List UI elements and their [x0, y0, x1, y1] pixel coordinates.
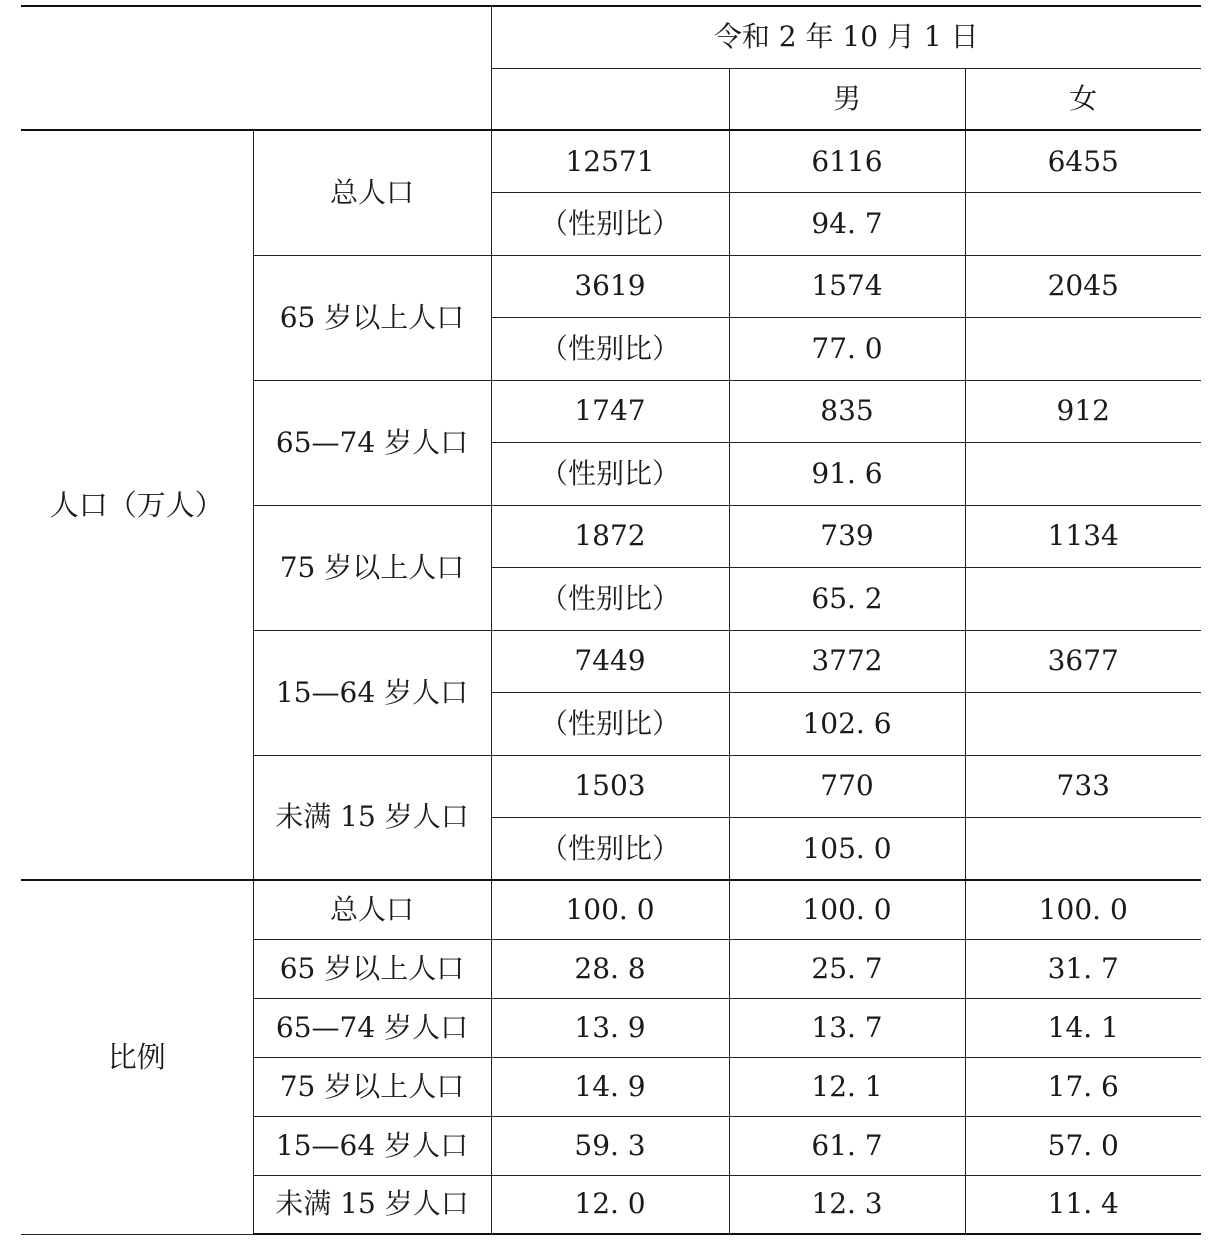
cell-male: 61. 7 [729, 1116, 965, 1175]
group-name: 未满 15 岁人口 [253, 755, 491, 880]
cell-male: 739 [729, 505, 965, 568]
row-name: 15—64 岁人口 [253, 1116, 491, 1175]
cell-male: 12. 1 [729, 1057, 965, 1116]
cell-total: 3619 [491, 255, 729, 318]
ratio-label: （性别比） [491, 568, 729, 631]
cell-total: 12571 [491, 130, 729, 193]
ratio-value: 65. 2 [729, 568, 965, 631]
cell-total: 1872 [491, 505, 729, 568]
header-female: 女 [965, 68, 1201, 130]
cell-empty [965, 693, 1201, 756]
row-name: 65—74 岁人口 [253, 998, 491, 1057]
cell-female: 57. 0 [965, 1116, 1201, 1175]
row-name: 75 岁以上人口 [253, 1057, 491, 1116]
cell-total: 7449 [491, 630, 729, 693]
header-corner-cell [21, 6, 491, 130]
cell-female: 31. 7 [965, 939, 1201, 998]
cell-total: 12. 0 [491, 1175, 729, 1234]
ratio-label: （性别比） [491, 818, 729, 881]
cell-female: 100. 0 [965, 880, 1201, 939]
population-table [21, 5, 1201, 1235]
row-name: 未满 15 岁人口 [253, 1175, 491, 1234]
cell-total: 28. 8 [491, 939, 729, 998]
cell-female: 2045 [965, 255, 1201, 318]
cell-female: 912 [965, 380, 1201, 443]
cell-female: 14. 1 [965, 998, 1201, 1057]
cell-female: 11. 4 [965, 1175, 1201, 1234]
row-name: 总人口 [253, 880, 491, 939]
header-total [491, 68, 729, 130]
population-table-container [21, 5, 1201, 1235]
cell-empty [965, 193, 1201, 256]
cell-male: 835 [729, 380, 965, 443]
cell-empty [965, 568, 1201, 631]
table-row [21, 880, 1201, 939]
ratio-value: 105. 0 [729, 818, 965, 881]
group-name: 15—64 岁人口 [253, 630, 491, 755]
cell-female: 733 [965, 755, 1201, 818]
group-name: 75 岁以上人口 [253, 505, 491, 630]
cell-female: 3677 [965, 630, 1201, 693]
cell-female: 6455 [965, 130, 1201, 193]
ratio-value: 102. 6 [729, 693, 965, 756]
cell-male: 3772 [729, 630, 965, 693]
ratio-label: （性别比） [491, 443, 729, 506]
header-date: 令和 2 年 10 月 1 日 [491, 6, 1201, 68]
cell-male: 1574 [729, 255, 965, 318]
group-name: 65—74 岁人口 [253, 380, 491, 505]
ratio-label: （性别比） [491, 318, 729, 381]
ratio-label: （性别比） [491, 693, 729, 756]
group-name: 总人口 [253, 130, 491, 255]
ratio-label: （性别比） [491, 193, 729, 256]
cell-total: 1747 [491, 380, 729, 443]
ratio-value: 77. 0 [729, 318, 965, 381]
cell-male: 13. 7 [729, 998, 965, 1057]
header-row-date [21, 6, 1201, 68]
cell-total: 1503 [491, 755, 729, 818]
row-name: 65 岁以上人口 [253, 939, 491, 998]
header-male: 男 [729, 68, 965, 130]
section-label-proportion: 比例 [21, 880, 253, 1234]
cell-male: 6116 [729, 130, 965, 193]
cell-male: 25. 7 [729, 939, 965, 998]
cell-total: 100. 0 [491, 880, 729, 939]
cell-female: 17. 6 [965, 1057, 1201, 1116]
cell-empty [965, 443, 1201, 506]
cell-male: 100. 0 [729, 880, 965, 939]
cell-total: 13. 9 [491, 998, 729, 1057]
cell-total: 14. 9 [491, 1057, 729, 1116]
cell-total: 59. 3 [491, 1116, 729, 1175]
cell-male: 770 [729, 755, 965, 818]
ratio-value: 91. 6 [729, 443, 965, 506]
cell-empty [965, 318, 1201, 381]
cell-empty [965, 818, 1201, 881]
cell-male: 12. 3 [729, 1175, 965, 1234]
cell-female: 1134 [965, 505, 1201, 568]
section-label-population: 人口（万人） [21, 130, 253, 880]
group-name: 65 岁以上人口 [253, 255, 491, 380]
ratio-value: 94. 7 [729, 193, 965, 256]
table-row [21, 130, 1201, 193]
